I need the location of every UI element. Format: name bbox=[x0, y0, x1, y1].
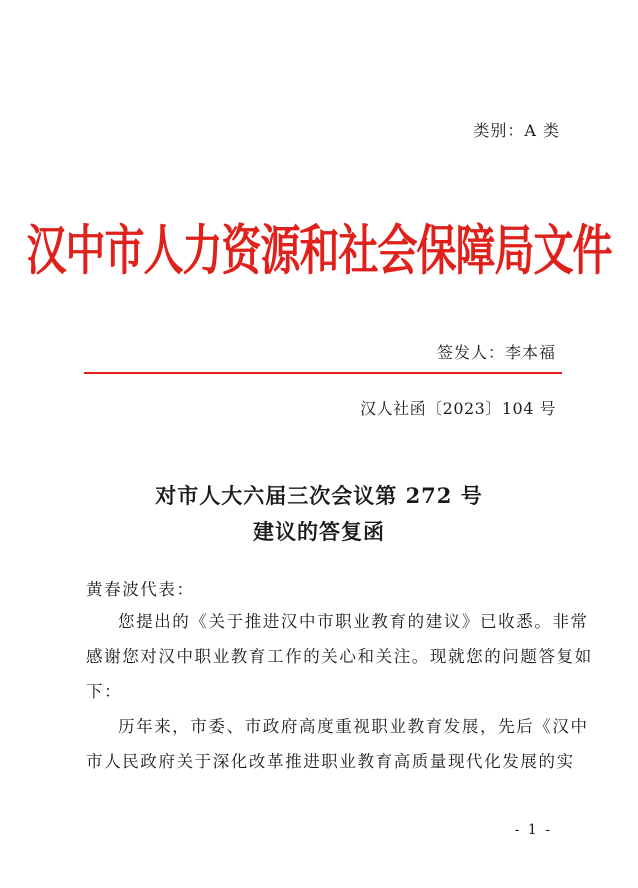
salutation: 黄春波代表： bbox=[86, 580, 195, 599]
paragraph-1-line-3: 下： bbox=[86, 682, 123, 701]
page-number: - 1 - bbox=[514, 822, 552, 838]
paragraph-2-line-2: 市人民政府关于深化改革推进职业教育高质量现代化发展的实 bbox=[86, 752, 575, 771]
red-masthead-title: 汉中市人力资源和社会保障局文件 bbox=[26, 220, 612, 283]
signer-line: 签发人：李本福 bbox=[436, 343, 556, 362]
document-title-line-2: 建议的答复函 bbox=[253, 519, 385, 544]
paragraph-1-line-1: 您提出的《关于推进汉中市职业教育的建议》已收悉。非常 bbox=[118, 612, 589, 631]
red-divider-line bbox=[84, 372, 562, 374]
document-number: 汉人社函〔2023〕104 号 bbox=[360, 399, 556, 418]
paragraph-2-line-1: 历年来，市委、市政府高度重视职业教育发展，先后《汉中 bbox=[118, 717, 589, 736]
document-title-line-1: 对市人大六届三次会议第 272 号 bbox=[155, 483, 483, 508]
paragraph-1-line-2: 感谢您对汉中职业教育工作的关心和关注。现就您的问题答复如 bbox=[86, 647, 593, 666]
document-category: 类别：A 类 bbox=[473, 121, 560, 140]
